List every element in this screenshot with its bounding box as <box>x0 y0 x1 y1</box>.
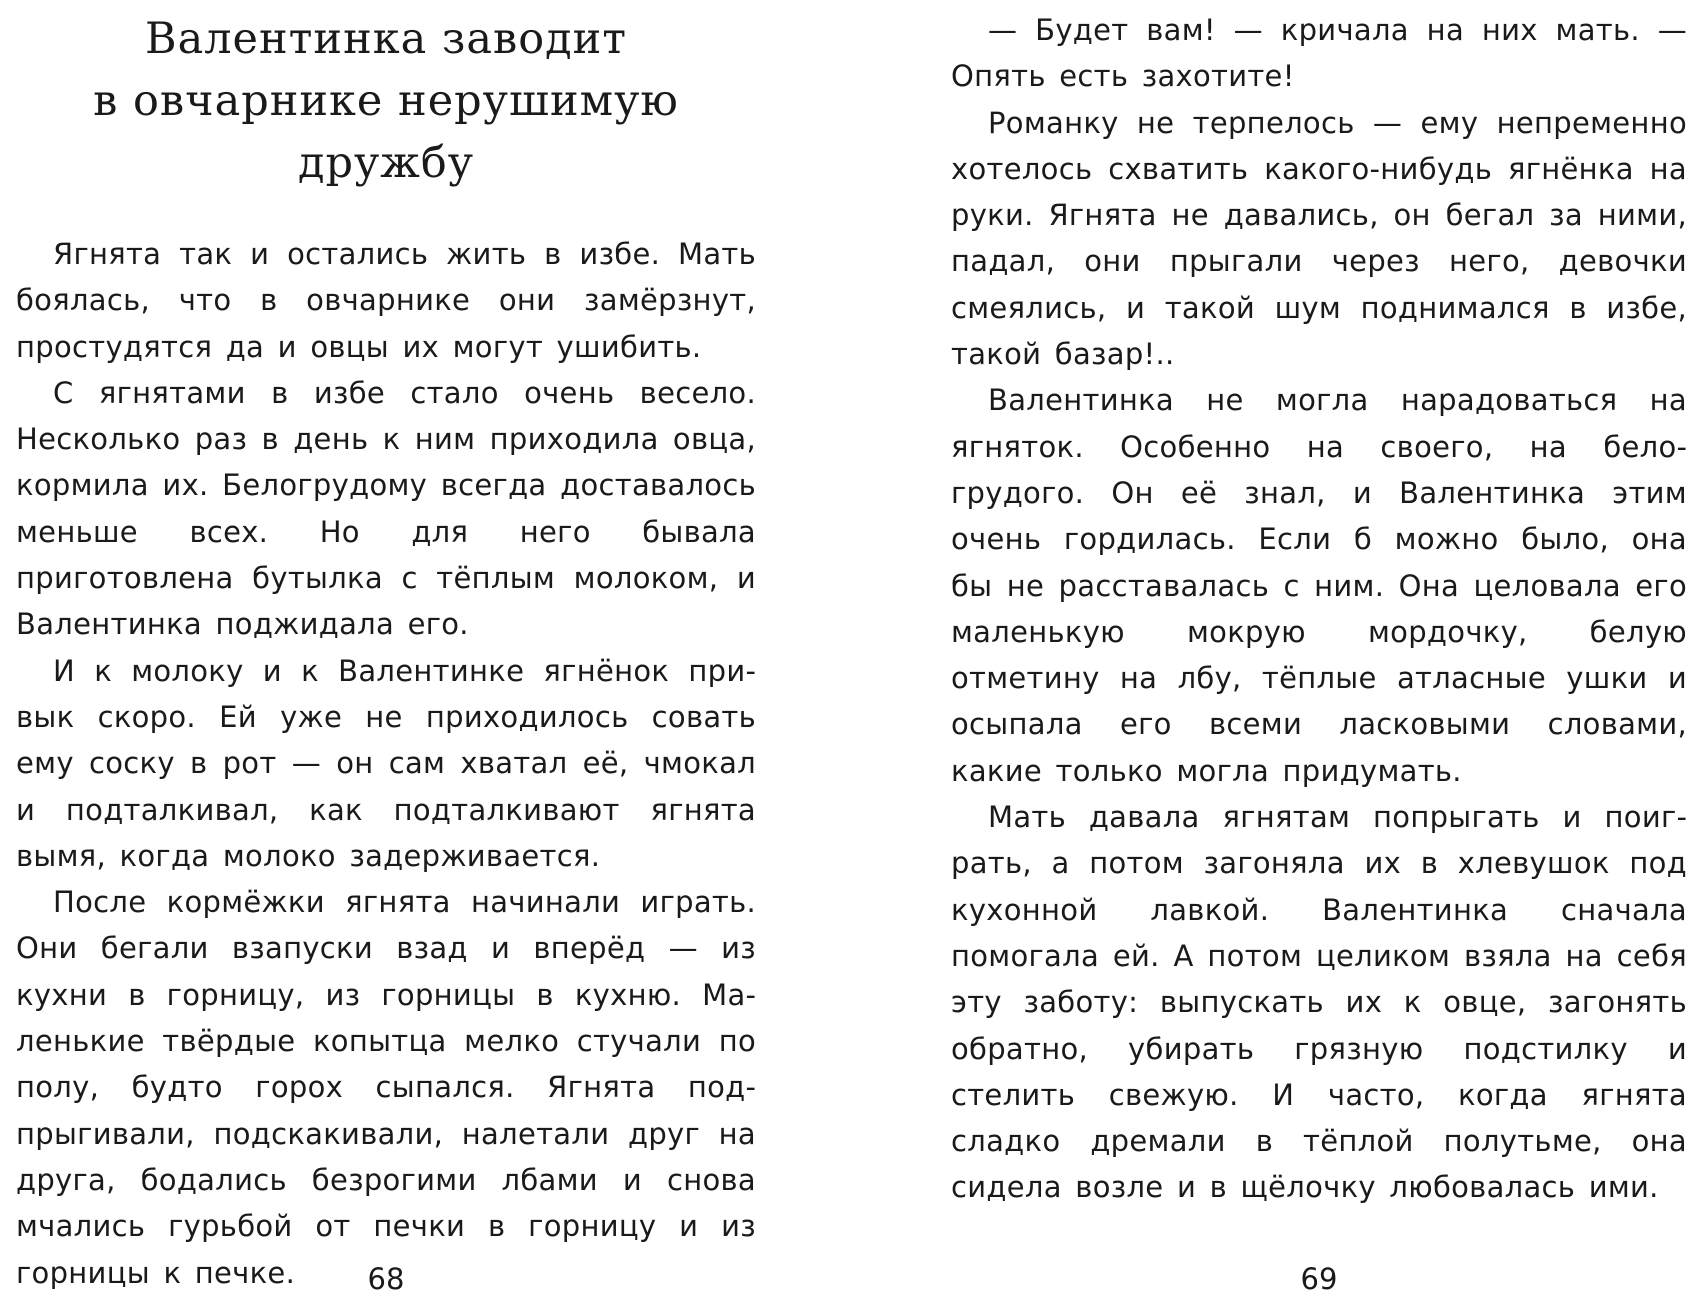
paragraph: Мать давала ягнятам попрыгать и поиграть, а потом загоняла их в хлевушок под кухонной лавкой. Валентинка сначала помогала ей. А потом целиком взяла на себя эту заботу: выпускать их к овце, загонять обратно, убирать грязную подстилку и стелить свежую. И часто, когда ягнята сладко дремали в тёплой полутьме, она сидела возле и в щёлочку любовалась ими. <box>951 800 1687 1205</box>
paragraph: И к молоку и к Валентинке ягнёнок привык скоро. Ей уже не приходилось совать ему соску в рот — он сам хватал её, чмокал и подталкивал, как подталкивают ягнята вымя, когда молоко задерживается. <box>16 653 756 873</box>
page-number-left: 68 <box>367 1262 405 1296</box>
paragraph: С ягнятами в избе стало очень весело. Несколько раз в день к ним приходила овца, кормила их. Белогрудому всегда доставалось меньше всех. Но для него бывала приготовлена бутылка с тёплым молоком, и Валентинка поджидала его. <box>16 375 756 642</box>
right-page <box>951 0 1687 1300</box>
paragraph: Ягнята так и остались жить в избе. Мать боялась, что в овчарнике они замёрзнут, простудятся да и овцы их могут ушибить. <box>16 237 756 364</box>
left-page-body <box>16 231 756 1296</box>
paragraph: Романку не терпелось — ему непременно хотелось схватить какого-нибудь ягнёнка на руки. Ягнята не давались, он бегал за ними, падал, они прыгали через него, девочки смеялись, и такой шум поднимался в избе, такой базар!.. <box>951 105 1687 372</box>
paragraph: После кормёжки ягнята начинали играть. Они бегали взапуски взад и вперёд — из кухни в горницу, из горницы в кухню. Маленькие твёрдые копытца мелко стучали по полу, будто горох сыпался. Ягнята подпрыгивали, подскакивали, налетали друг на друга, бодались безрогими лбами и снова мчались гурьбой от печки в горницу и из горницы к печке. <box>16 885 756 1290</box>
chapter-title-line-2: в овчарнике нерушимую дружбу <box>93 76 679 188</box>
right-page-body <box>951 7 1687 1211</box>
left-page <box>16 0 756 1300</box>
page-number-right: 69 <box>1300 1262 1338 1296</box>
paragraph: Валентинка не могла нарадоваться на ягняток. Особенно на своего, на белогрудого. Он её знал, и Валентинка этим очень гордилась. Если б можно было, она бы не расставалась с ним. Она целовала его маленькую мокрую мордочку, белую отметину на лбу, тёплые атласные ушки и осыпала его всеми ласковыми словами, какие только могла придумать. <box>951 383 1687 788</box>
paragraph: — Будет вам! — кричала на них мать. — Опять есть захотите! <box>951 13 1687 94</box>
chapter-title <box>16 8 756 194</box>
chapter-title-line-1: Валентинка заводит <box>144 14 628 64</box>
